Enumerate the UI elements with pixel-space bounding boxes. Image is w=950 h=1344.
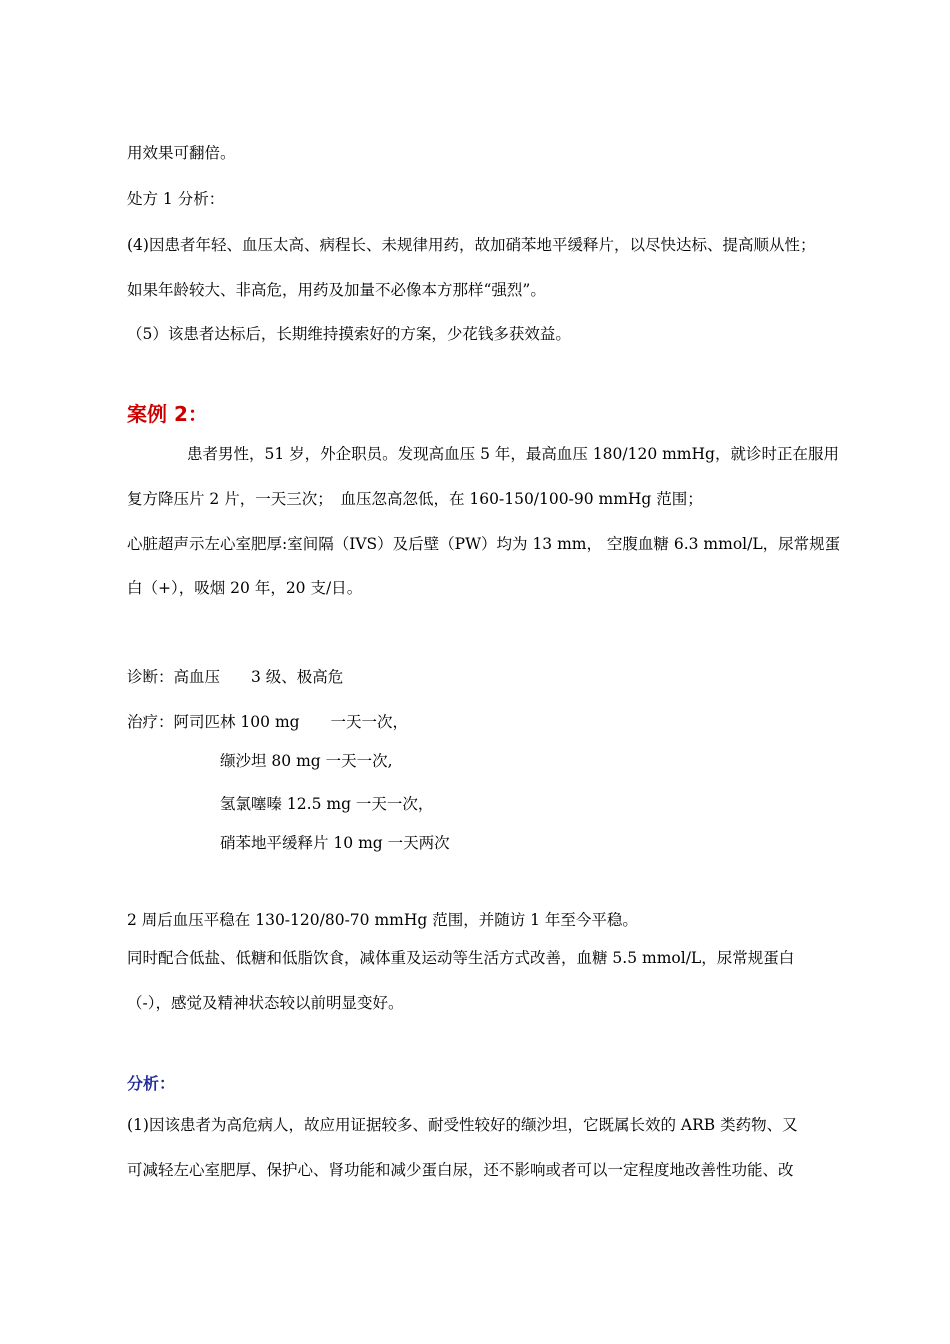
lifestyle-line-2: （-），感觉及精神状态较以前明显变好。 (127, 994, 404, 1012)
analysis-item-4-line-2: 如果年龄较大、非高危，用药及加量不必像本方那样“强烈”。 (127, 281, 546, 299)
analysis-item-4-line-1: (4)因患者年轻、血压太高、病程长、未规律用药，故加硝苯地平缓释片，以尽快达标、提高顺从性； (127, 236, 816, 254)
case-2-paragraph-line-1: 患者男性，51 岁，外企职员。发现高血压 5 年，最高血压 180/120 mmHg，就诊时正在服用 (187, 445, 839, 463)
drug-valsartan: 缬沙坦 80 mg 一天一次, (220, 752, 393, 770)
case-2-heading: 案例 2： (127, 402, 208, 426)
treatment-line: 治疗：阿司匹林 100 mg 一天一次， (127, 713, 409, 731)
analysis-item-5: （5）该患者达标后，长期维持摸索好的方案，少花钱多获效益。 (127, 325, 571, 343)
lifestyle-line-1: 同时配合低盐、低糖和低脂饮食，减体重及运动等生活方式改善，血糖 5.5 mmol/L，尿常规蛋白 (127, 949, 795, 967)
analysis-item-1-line-1: (1)因该患者为高危病人，故应用证据较多、耐受性较好的缬沙坦，它既属长效的 ARB 类药物、又 (127, 1116, 798, 1134)
prescription-analysis-title: 处方 1 分析： (127, 190, 225, 208)
paragraph-text: 用效果可翻倍。 (127, 144, 236, 162)
followup-line: 2 周后血压平稳在 130-120/80-70 mmHg 范围，并随访 1 年至今平稳。 (127, 911, 638, 929)
diagnosis-line: 诊断：高血压 3 级、极高危 (127, 668, 344, 686)
drug-hydrochlorothiazide: 氢氯噻嗪 12.5 mg 一天一次， (220, 795, 434, 813)
analysis-item-1-line-2: 可减轻左心室肥厚、保护心、肾功能和减少蛋白尿，还不影响或者可以一定程度地改善性功能、改 (127, 1161, 794, 1179)
case-2-paragraph-line-2: 复方降压片 2 片，一天三次； 血压忽高忽低，在 160-150/100-90 mmHg 范围； (127, 490, 703, 508)
drug-nifedipine: 硝苯地平缓释片 10 mg 一天两次 (220, 834, 450, 852)
case-2-paragraph-line-3: 心脏超声示左心室肥厚:室间隔（IVS）及后壁（PW）均为 13 mm， 空腹血糖 6.3 mmol/L，尿常规蛋 (127, 535, 841, 553)
case-2-paragraph-line-4: 白（+），吸烟 20 年，20 支/日。 (127, 579, 363, 597)
analysis-heading: 分析： (127, 1074, 176, 1093)
